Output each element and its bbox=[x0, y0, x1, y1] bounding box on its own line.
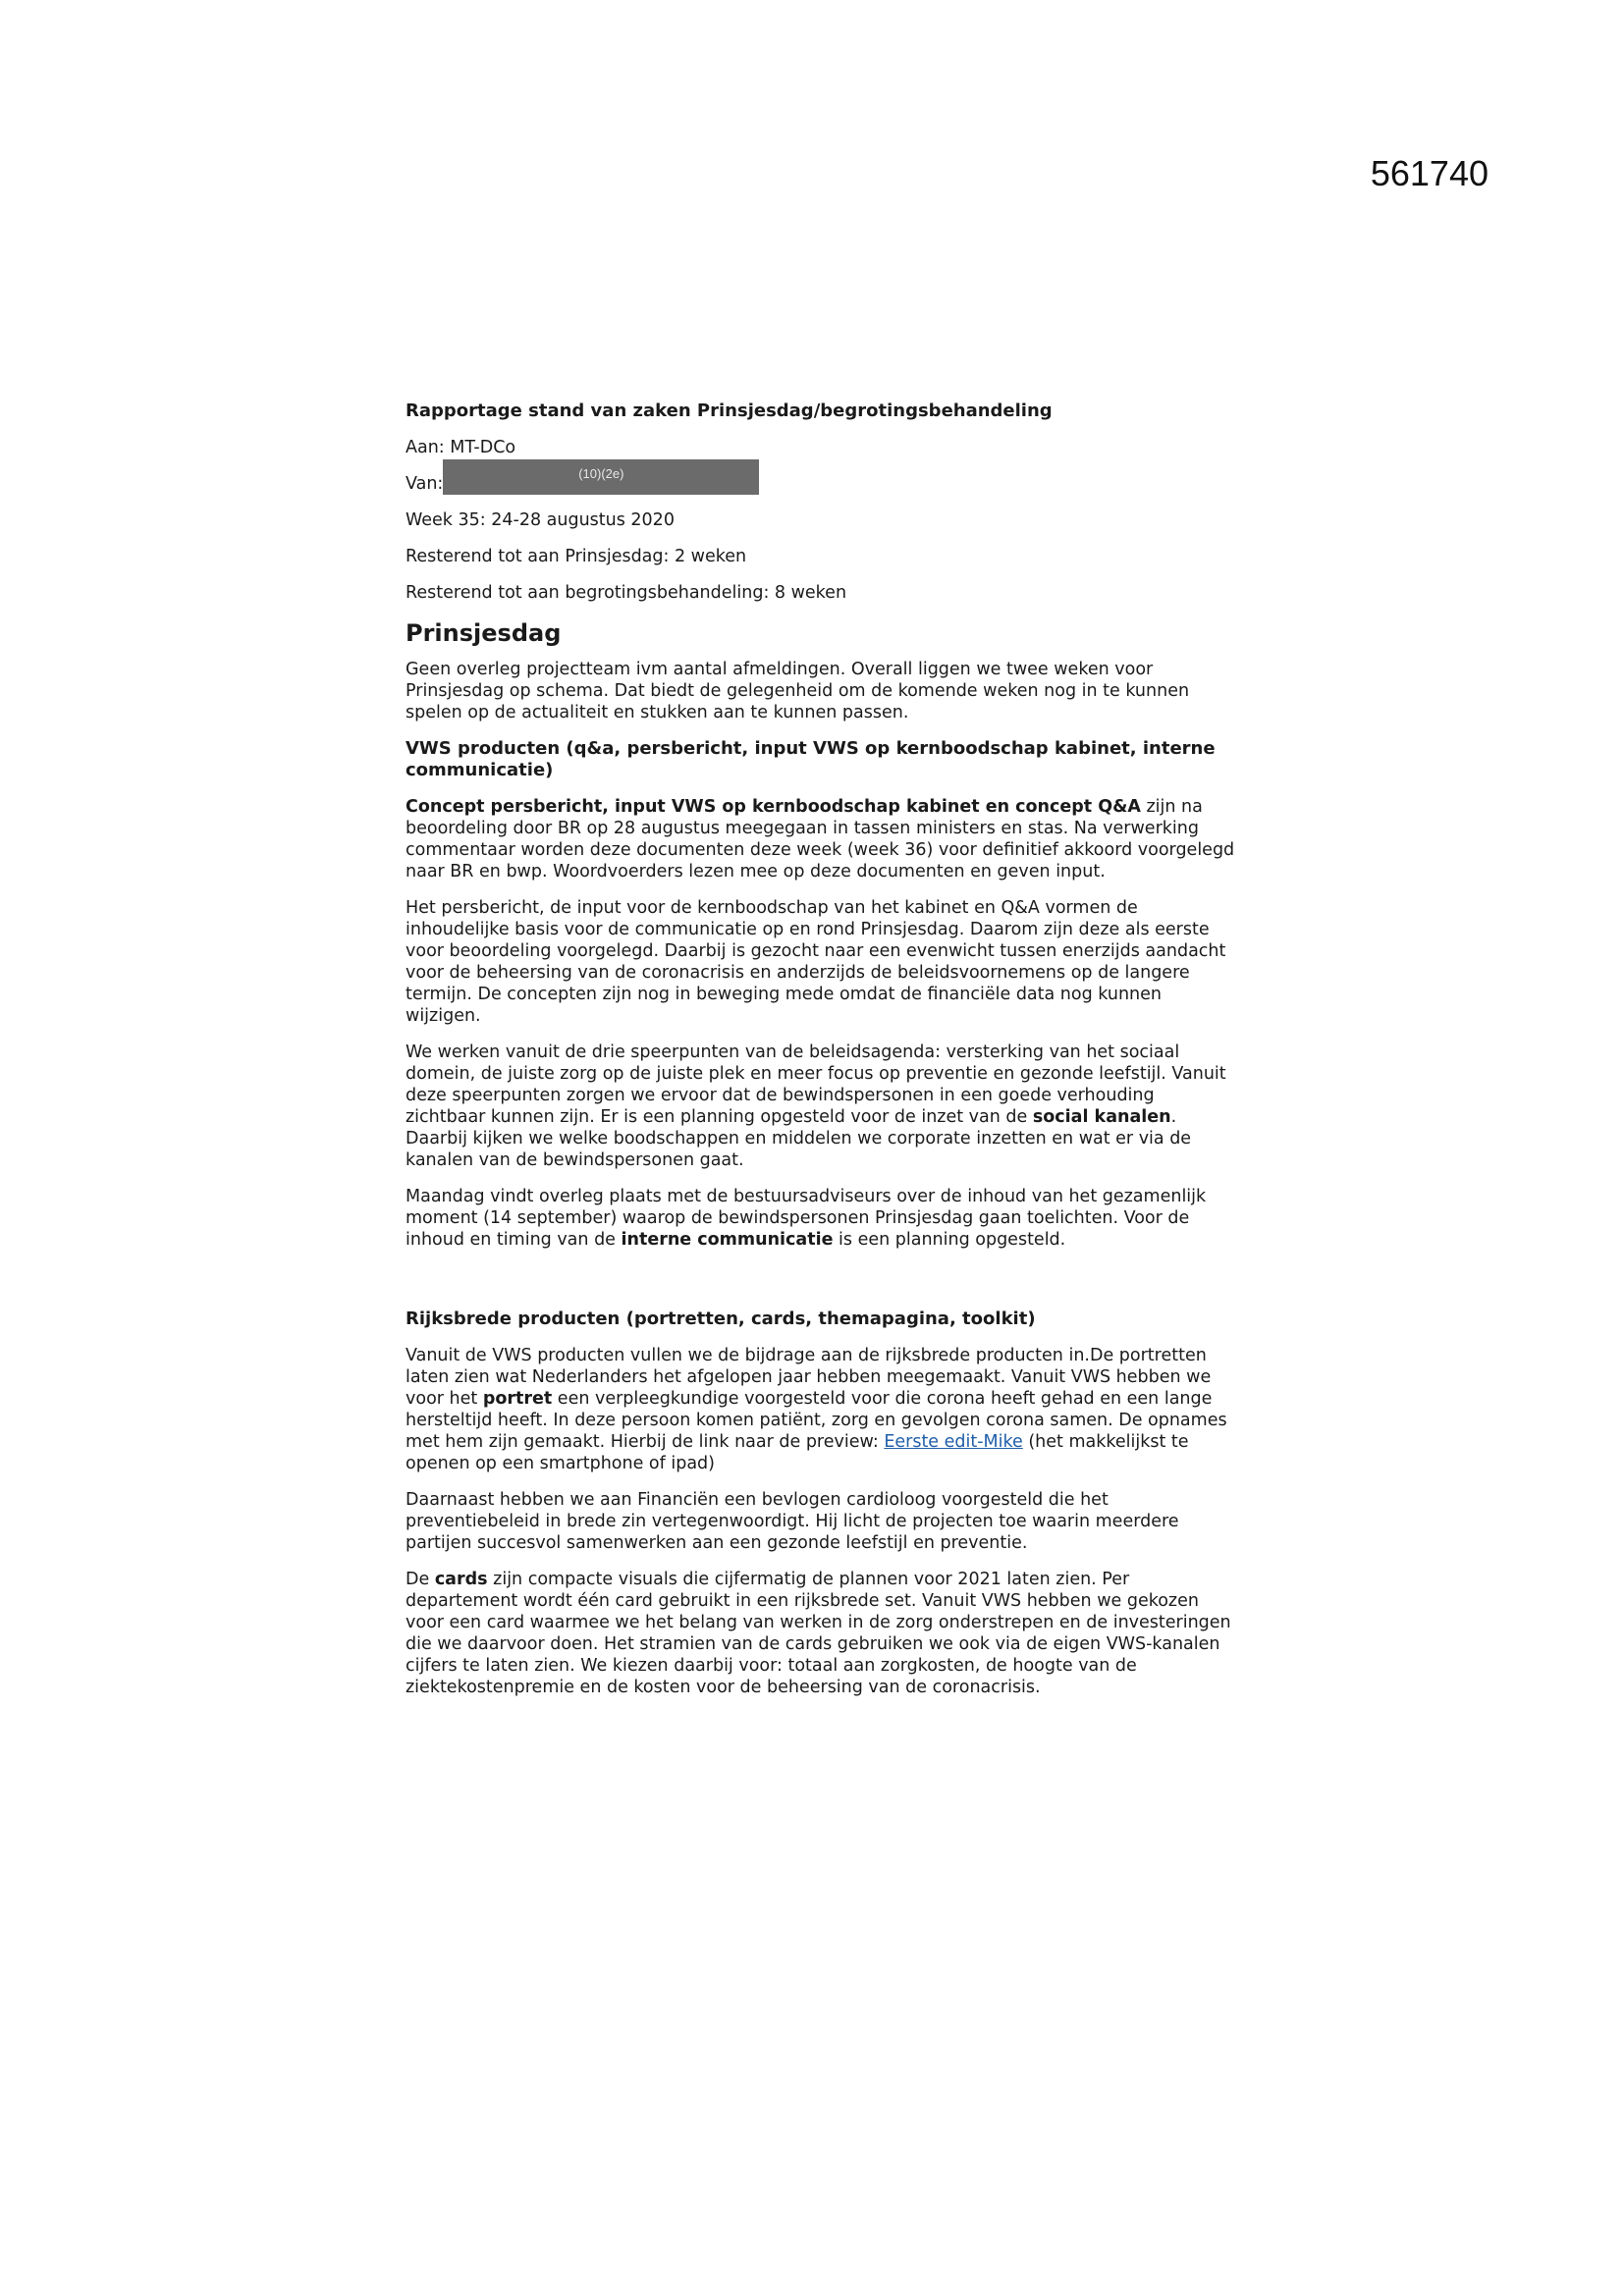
remaining-prinsjesdag-line: Resterend tot aan Prinsjesdag: 2 weken bbox=[406, 547, 747, 566]
sender-label: Van: bbox=[406, 474, 444, 494]
paragraph-cards bbox=[406, 1569, 1238, 1698]
bold-phrase: Concept persbericht, input VWS op kernboodschap kabinet en concept Q&A bbox=[406, 797, 1141, 817]
document-title: Rapportage stand van zaken Prinsjesdag/begrotingsbehandeling bbox=[406, 400, 1053, 421]
bold-phrase: social kanalen bbox=[1032, 1107, 1171, 1127]
preview-link[interactable]: Eerste edit-Mike bbox=[884, 1432, 1023, 1452]
text-span: De bbox=[406, 1570, 435, 1589]
subheading-rijksbrede-producten: Rijksbrede producten (portretten, cards, themapagina, toolkit) bbox=[406, 1308, 1036, 1329]
bold-phrase: cards bbox=[434, 1570, 488, 1589]
document-body bbox=[406, 400, 1238, 1713]
bold-phrase: portret bbox=[482, 1389, 553, 1409]
text-span: Maandag vindt overleg plaats met de bestuursadviseurs over de inhoud van het gezamenlijk moment (14 september) waarop de bewindspersonen Prinsjesdag gaan toelichten. Voor de inhoud en timing van de bbox=[406, 1187, 1207, 1250]
paragraph-persbericht-basis: Het persbericht, de input voor de kernboodschap van het kabinet en Q&A vormen de inhoudelijke basis voor de communicatie op en rond Prinsjesdag. Daarom zijn deze als eerste voor beoordeling voorgelegd. Daarbij is gezocht naar een evenwicht tussen enerzijds aandacht voor de beheersing van de coronacrisis en anderzijds de beleidsvoornemens op de langere termijn. De concepten zijn nog in beweging mede omdat de financiële data nog kunnen wijzigen. bbox=[406, 898, 1226, 1026]
paragraph-maandag-overleg bbox=[406, 1186, 1238, 1251]
recipient-line: Aan: MT-DCo bbox=[406, 438, 516, 457]
section-heading-prinsjesdag: Prinsjesdag bbox=[406, 619, 562, 647]
text-span: We werken vanuit de drie speerpunten van de beleidsagenda: versterking van het sociaal domein, de juiste zorg op de juiste plek en meer focus op preventie en gezonde leefstijl. Vanuit deze speerpunten zorgen we ervoor dat de bewindspersonen in een goede verhouding zichtbaar kunnen zijn. Er is een planning opgesteld voor de inzet van de bbox=[406, 1042, 1226, 1127]
paragraph-portretten bbox=[406, 1345, 1238, 1474]
document-number: 561740 bbox=[1370, 153, 1489, 193]
text-span: een verpleegkundige voorgesteld voor die corona heeft gehad en een lange hersteltijd heeft. In deze persoon komen patiënt, zorg en gevolgen corona samen. De opnames met hem zijn gemaakt. Hierbij de link naar de preview: bbox=[406, 1389, 1227, 1452]
text-span: zijn na beoordeling door BR op 28 augustus meegegaan in tassen ministers en stas. Na verwerking commentaar worden deze documenten deze week (week 36) voor definitief akkoord voorgelegd naar BR en bwp. Woordvoerders lezen mee op deze documenten en geven input. bbox=[406, 797, 1235, 881]
week-line: Week 35: 24-28 augustus 2020 bbox=[406, 510, 675, 530]
subheading-vws-producten: VWS producten (q&a, persbericht, input VWS op kernboodschap kabinet, interne communicatie) bbox=[406, 738, 1216, 780]
text-span: is een planning opgesteld. bbox=[833, 1230, 1066, 1250]
paragraph-concept-persbericht bbox=[406, 796, 1238, 882]
spacer bbox=[406, 1265, 1238, 1308]
paragraph-speerpunten bbox=[406, 1041, 1238, 1171]
bold-phrase: interne communicatie bbox=[621, 1230, 834, 1250]
paragraph-intro: Geen overleg projectteam ivm aantal afmeldingen. Overall liggen we twee weken voor Prinsjesdag op schema. Dat biedt de gelegenheid om de komende weken nog in te kunnen spelen op de actualiteit en stukken aan te kunnen passen. bbox=[406, 660, 1190, 722]
text-span: (het makkelijkst te openen op een smartphone of ipad) bbox=[406, 1432, 1189, 1473]
redaction-block: (10)(2e) bbox=[443, 459, 759, 495]
remaining-begroting-line: Resterend tot aan begrotingsbehandeling: 8 weken bbox=[406, 583, 847, 603]
text-span: zijn compacte visuals die cijfermatig de plannen voor 2021 laten zien. Per departement wordt één card gebruikt in een rijksbrede set. Vanuit VWS hebben we gekozen voor een card waarmee we het belang van werken in de zorg onderstrepen en de investeringen die we daarvoor doen. Het stramien van de cards gebruiken we ook via de eigen VWS-kanalen cijfers te laten zien. We kiezen daarbij voor: totaal aan zorgkosten, de hoogte van de ziektekostenpremie en de kosten voor de beheersing van de coronacrisis. bbox=[406, 1570, 1231, 1697]
sender-line bbox=[406, 466, 1238, 495]
paragraph-cardioloog: Daarnaast hebben we aan Financiën een bevlogen cardioloog voorgesteld die het preventiebeleid in brede zin vertegenwoordigt. Hij licht de projecten toe waarin meerdere partijen succesvol samenwerken aan een gezonde leefstijl en preventie. bbox=[406, 1490, 1179, 1553]
text-span: . Daarbij kijken we welke boodschappen en middelen we corporate inzetten en wat er via de kanalen van de bewindspersonen gaat. bbox=[406, 1107, 1192, 1170]
text-span: Vanuit de VWS producten vullen we de bijdrage aan de rijksbrede producten in.De portretten laten zien wat Nederlanders het afgelopen jaar hebben meegemaakt. Vanuit VWS hebben we voor het bbox=[406, 1346, 1212, 1409]
